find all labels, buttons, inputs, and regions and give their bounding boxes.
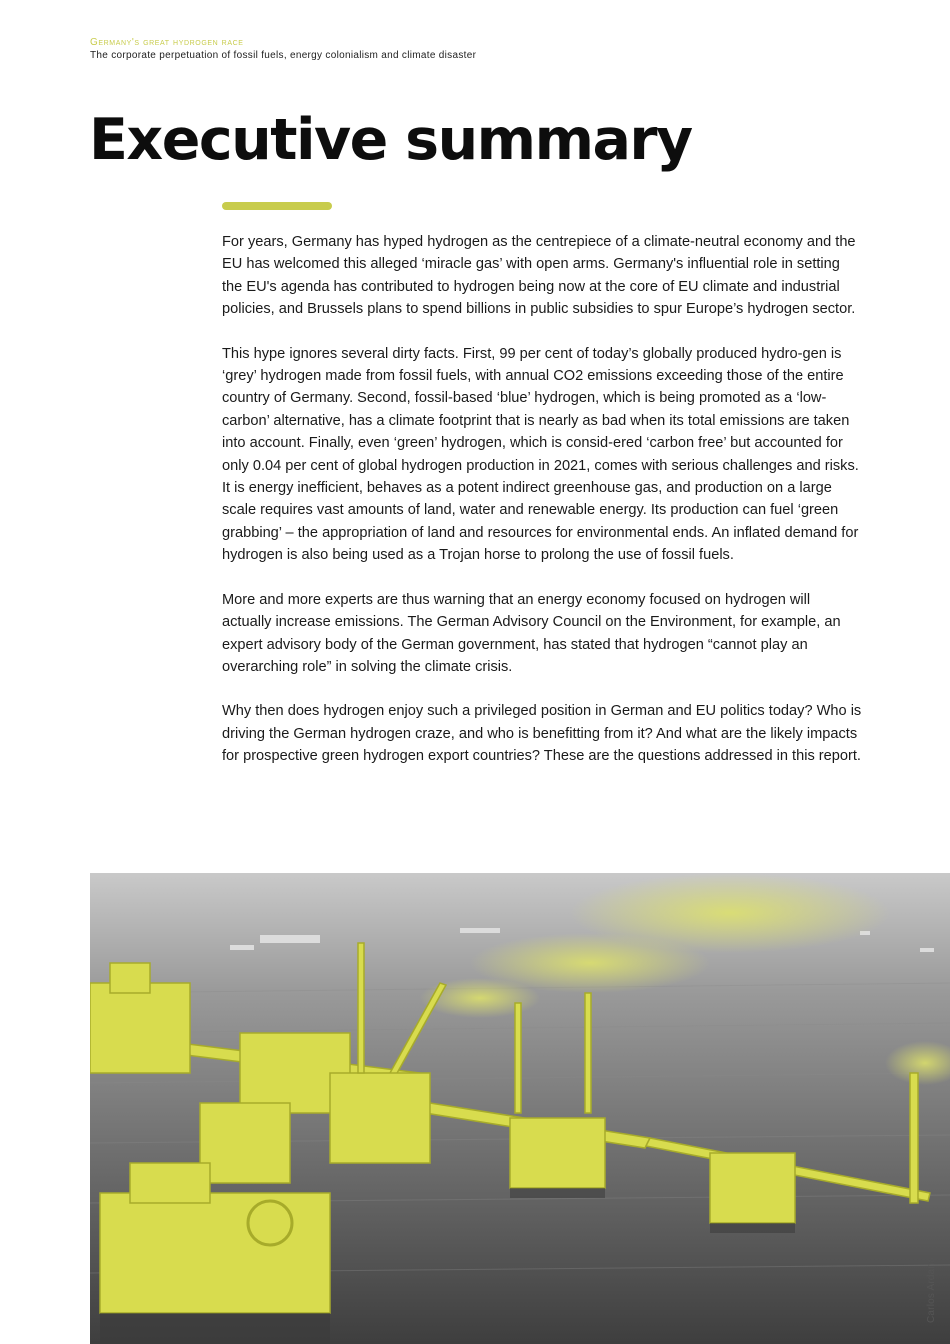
paragraph-2: This hype ignores several dirty facts. First, 99 per cent of today’s globally produced hydro-gen is ‘grey’ hydrogen made from fossil fuels, with annual CO2 emissions exceeding those of the entire country of Germany. Second, fossil-based ‘blue’ hydrogen, which is being promoted as a ‘low-carbon’ alternative, has a climate footprint that is nearly as bad when its total emissions are taken into account. Finally, even ‘green’ hydrogen, which is consid-ered ‘carbon free’ but accounted for only 0.04 per cent of global hydrogen production in 2021, comes with serious challenges and risks. It is energy inefficient, behaves as a potent indirect greenhouse gas, and production on a large scale requires vast amounts of land, water and renewable energy. Its production can fuel ‘green grabbing’ – the appropriation of land and resources for environmental ends. An inflated demand for hydrogen is also being used as a Trojan horse to prolong the use of fossil fuels. bbox=[222, 345, 859, 564]
offshore-platform-photo bbox=[90, 873, 950, 1344]
series-subtitle: The corporate perpetuation of fossil fuels, energy colonialism and climate disaster bbox=[90, 50, 477, 61]
paragraph-3: More and more experts are thus warning that an energy economy focused on hydrogen will actually increase emissions. The German Advisory Council on the Environment, for example, an expert advisory body of the German government, has stated that hydrogen “cannot play an overarching role” in solving the climate crisis. bbox=[222, 591, 841, 675]
accent-divider bbox=[222, 202, 332, 210]
running-header bbox=[90, 37, 476, 62]
photo-credit: Carlos Ardana bbox=[926, 1257, 937, 1323]
paragraph-4: Why then does hydrogen enjoy such a privileged position in German and EU politics today? Who is driving the German hydrogen craze, and who is benefitting from it? And what are the likely impacts for prospective green hydrogen export countries? These are the questions addressed in this report. bbox=[222, 703, 862, 765]
paragraph-1: For years, Germany has hyped hydrogen as the centrepiece of a climate-neutral economy and the EU has welcomed this alleged ‘miracle gas’ with open arms. Germany's influential role in setting the EU's agenda has contributed to hydrogen being now at the core of EU climate and industrial policies, and Brussels plans to spend billions in public subsidies to spur Europe’s hydrogen sector. bbox=[222, 234, 856, 318]
body-text bbox=[222, 231, 862, 790]
page-title: Executive summary bbox=[89, 107, 692, 173]
series-title: Germany's great hydrogen race bbox=[90, 37, 244, 48]
